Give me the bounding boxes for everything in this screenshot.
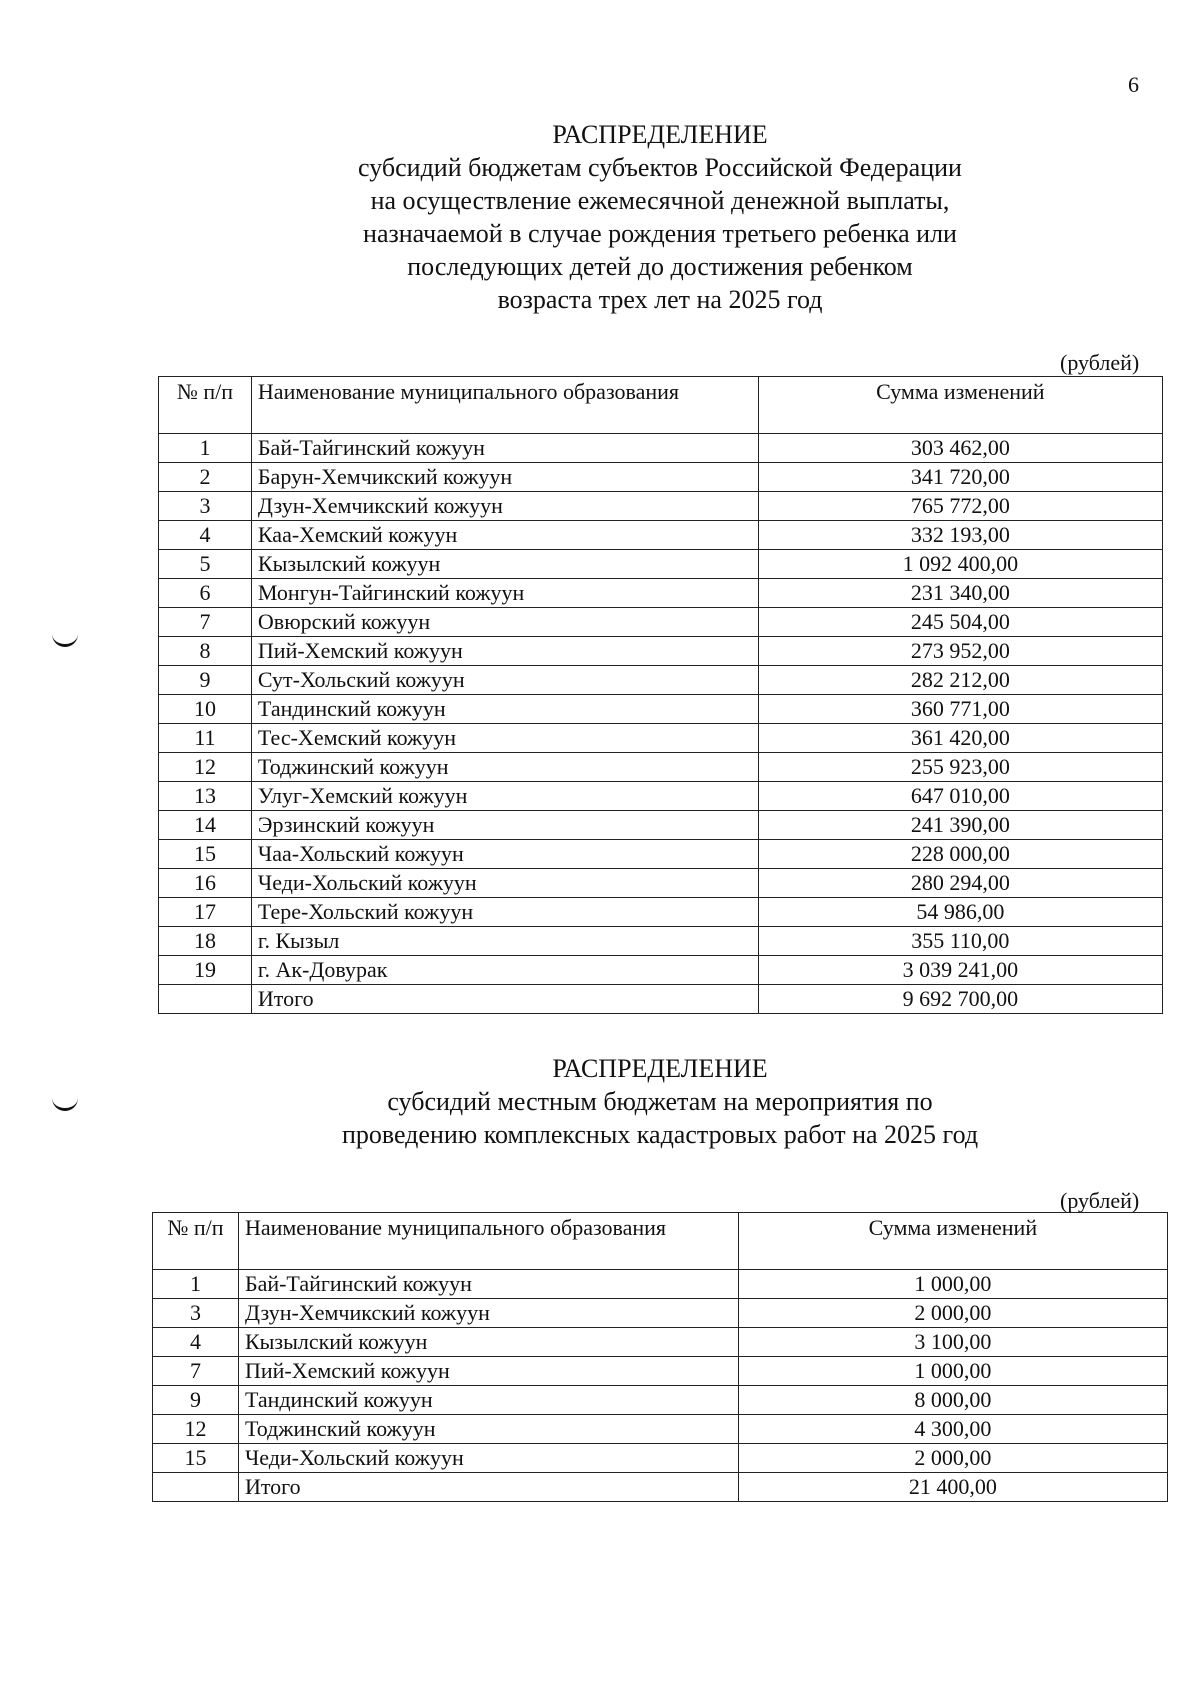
row-number: 3 [159,492,252,521]
header-num: № п/п [159,377,252,434]
row-number: 11 [159,724,252,753]
header-num: № п/п [153,1213,239,1270]
table-total-row [153,1473,1168,1502]
row-name: Тоджинский кожуун [238,1415,738,1444]
section2-title: РАСПРЕДЕЛЕНИЕ [552,1054,768,1083]
row-number: 16 [159,869,252,898]
table-row [159,724,1163,753]
table-row [159,898,1163,927]
section2-table-body [153,1270,1168,1502]
table-row [159,492,1163,521]
row-name: Чеди-Хольский кожуун [238,1444,738,1473]
row-sum: 280 294,00 [758,869,1162,898]
row-number [153,1473,239,1502]
section2-unit-label: (рублей) [1060,1188,1140,1213]
header-sum: Сумма изменений [738,1213,1167,1270]
row-name: Тоджинский кожуун [251,753,758,782]
table-row [159,579,1163,608]
section1-heading [0,118,1200,316]
row-sum: 360 771,00 [758,695,1162,724]
header-name: Наименование муниципального образования [238,1213,738,1270]
row-sum: 2 000,00 [738,1299,1167,1328]
row-number: 12 [153,1415,239,1444]
section1-title: РАСПРЕДЕЛЕНИЕ [552,120,768,149]
row-sum: 332 193,00 [758,521,1162,550]
table-row [153,1444,1168,1473]
row-number: 4 [159,521,252,550]
row-name: г. Кызыл [251,927,758,956]
row-name: г. Ак-Довурак [251,956,758,985]
table-row [159,666,1163,695]
header-sum: Сумма изменений [758,377,1162,434]
row-name: Пий-Хемский кожуун [238,1357,738,1386]
row-sum: 3 039 241,00 [758,956,1162,985]
row-name: Эрзинский кожуун [251,811,758,840]
section2-subtitle-line: субсидий местным бюджетам на мероприятия по [387,1087,933,1116]
row-number: 15 [159,840,252,869]
row-name: Каа-Хемский кожуун [251,521,758,550]
row-name: Кызылский кожуун [238,1328,738,1357]
row-name: Бай-Тайгинский кожуун [251,434,758,463]
table-row [153,1328,1168,1357]
page-number: 6 [1128,72,1139,97]
row-name: Итого [238,1473,738,1502]
row-name: Чаа-Хольский кожуун [251,840,758,869]
row-name: Дзун-Хемчикский кожуун [238,1299,738,1328]
row-name: Итого [251,985,758,1014]
row-sum: 21 400,00 [738,1473,1167,1502]
row-number: 6 [159,579,252,608]
section1-subtitle-line: последующих детей до достижения ребенком [407,252,913,281]
row-sum: 231 340,00 [758,579,1162,608]
row-name: Чеди-Хольский кожуун [251,869,758,898]
table-total-row [159,985,1163,1014]
row-number: 12 [159,753,252,782]
table-row [159,811,1163,840]
section1-table-body [159,434,1163,1014]
table-row [159,753,1163,782]
row-sum: 241 390,00 [758,811,1162,840]
section2-subtitle-line: проведению комплексных кадастровых работ на 2025 год [341,1120,979,1149]
section1-subtitle-line: субсидий бюджетам субъектов Российской Федерации [358,153,962,182]
table-row [159,434,1163,463]
row-number: 19 [159,956,252,985]
section1-unit-label: (рублей) [1060,350,1140,375]
row-sum: 255 923,00 [758,753,1162,782]
row-name: Тандинский кожуун [238,1386,738,1415]
row-sum: 54 986,00 [758,898,1162,927]
row-sum: 9 692 700,00 [758,985,1162,1014]
row-number: 3 [153,1299,239,1328]
row-name: Сут-Хольский кожуун [251,666,758,695]
row-sum: 647 010,00 [758,782,1162,811]
section1-table [158,376,1163,1014]
row-number: 5 [159,550,252,579]
row-number: 9 [159,666,252,695]
row-sum: 4 300,00 [738,1415,1167,1444]
row-sum: 228 000,00 [758,840,1162,869]
margin-mark [52,632,78,647]
row-name: Тандинский кожуун [251,695,758,724]
section1-subtitle-line: возраста трех лет на 2025 год [497,285,823,314]
table-row [159,550,1163,579]
row-sum: 282 212,00 [758,666,1162,695]
table-row [159,782,1163,811]
row-name: Монгун-Тайгинский кожуун [251,579,758,608]
row-sum: 1 000,00 [738,1357,1167,1386]
row-name: Овюрский кожуун [251,608,758,637]
section1-subtitle-line: назначаемой в случае рождения третьего ребенка или [363,219,957,248]
section2-table [152,1212,1168,1502]
row-number: 18 [159,927,252,956]
table-row [159,840,1163,869]
row-sum: 303 462,00 [758,434,1162,463]
row-number: 10 [159,695,252,724]
section1-subtitle-line: на осуществление ежемесячной денежной выплаты, [370,186,950,215]
row-sum: 3 100,00 [738,1328,1167,1357]
table-row [153,1415,1168,1444]
table-row [159,608,1163,637]
row-sum: 355 110,00 [758,927,1162,956]
row-sum: 245 504,00 [758,608,1162,637]
row-number: 9 [153,1386,239,1415]
row-number: 1 [159,434,252,463]
row-number: 7 [159,608,252,637]
table-row [159,927,1163,956]
table-row [153,1386,1168,1415]
table-row [159,637,1163,666]
row-name: Кызылский кожуун [251,550,758,579]
header-name: Наименование муниципального образования [251,377,758,434]
row-sum: 765 772,00 [758,492,1162,521]
row-number: 1 [153,1270,239,1299]
section2-heading [0,1052,1200,1151]
table-header-row [153,1213,1168,1270]
row-number: 2 [159,463,252,492]
table-row [153,1270,1168,1299]
table-row [159,695,1163,724]
row-number [159,985,252,1014]
row-sum: 1 000,00 [738,1270,1167,1299]
row-number: 15 [153,1444,239,1473]
table-row [159,521,1163,550]
row-number: 4 [153,1328,239,1357]
row-sum: 273 952,00 [758,637,1162,666]
row-sum: 361 420,00 [758,724,1162,753]
row-number: 7 [153,1357,239,1386]
row-name: Тес-Хемский кожуун [251,724,758,753]
table-row [159,463,1163,492]
row-number: 17 [159,898,252,927]
row-sum: 2 000,00 [738,1444,1167,1473]
row-name: Пий-Хемский кожуун [251,637,758,666]
table-row [153,1299,1168,1328]
row-number: 8 [159,637,252,666]
row-sum: 1 092 400,00 [758,550,1162,579]
row-number: 13 [159,782,252,811]
row-sum: 341 720,00 [758,463,1162,492]
row-name: Тере-Хольский кожуун [251,898,758,927]
table-row [159,956,1163,985]
row-sum: 8 000,00 [738,1386,1167,1415]
row-name: Бай-Тайгинский кожуун [238,1270,738,1299]
row-name: Улуг-Хемский кожуун [251,782,758,811]
row-name: Дзун-Хемчикский кожуун [251,492,758,521]
table-row [159,869,1163,898]
row-name: Барун-Хемчикский кожуун [251,463,758,492]
table-row [153,1357,1168,1386]
table-header-row [159,377,1163,434]
row-number: 14 [159,811,252,840]
